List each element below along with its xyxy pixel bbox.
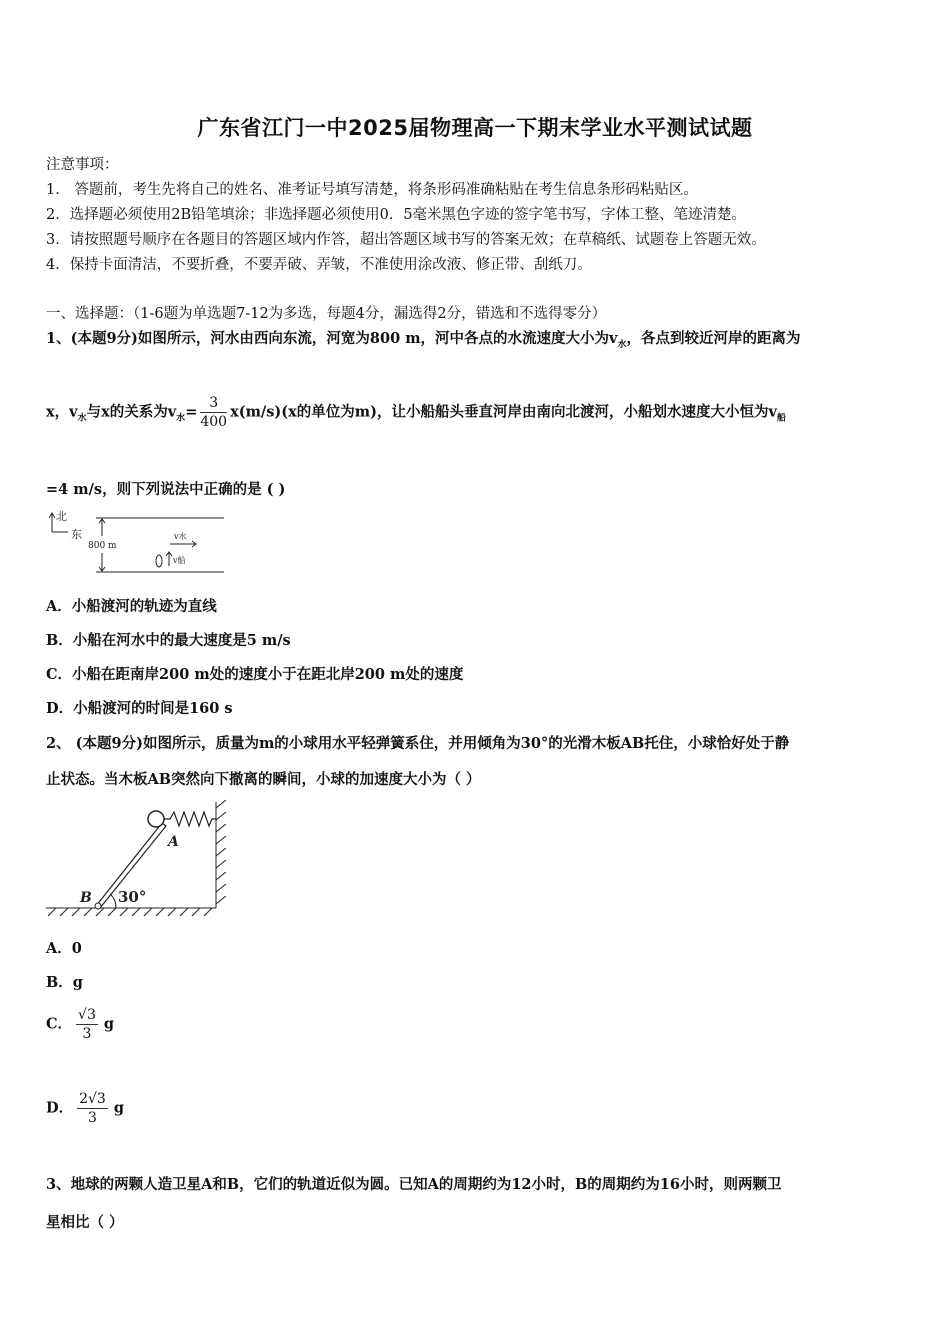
q1-fraction: $\frac{3}{400}$ [200,395,228,430]
spring-icon [164,812,216,826]
q2-option-c-fraction: $\frac{√3}{3}$ [78,1007,96,1042]
q2-stem-line2: 止状态。当木板AB突然向下撤离的瞬间，小球的加速度大小为（ ） [46,771,481,788]
q1-option-d: D．小船渡河的时间是160 s [46,700,233,717]
section-heading: 一、选择题：（1-6题为单选题7-12为多选，每题4分，漏选得2分，错选和不选得零分） [46,306,607,322]
q3-stem-line2: 星相比（ ） [46,1214,124,1231]
q2-option-c: C． $\frac{√3}{3}$ g [46,1007,115,1042]
q2-option-d-fraction: $\frac{2√3}{3}$ [79,1091,106,1126]
q3-stem-line1: 3、地球的两颗人造卫星A和B，它们的轨道近似为圆。已知A的周期约为12小时，B的周期约为16小时，则两颗卫 [46,1176,782,1193]
boat-icon [156,555,162,567]
q1-option-a: A．小船渡河的轨迹为直线 [46,598,217,615]
label-b: B [80,890,92,906]
ball-icon [148,811,164,827]
q1-option-c: C．小船在距南岸200 m处的速度小于在距北岸200 m处的速度 [46,666,464,683]
notice-item: 1． 答题前，考生先将自己的姓名、准考证号填写清楚，将条形码准确粘贴在考生信息条形码粘贴区。 [46,182,698,198]
angle-label: 30° [118,888,147,906]
river-width-label: 800 m [88,541,117,551]
q1-stem-line3: =4 m/s，则下列说法中正确的是 ( ) [46,481,286,498]
notice-item: 4．保持卡面清洁，不要折叠，不要弄破、弄皱，不准使用涂改液、修正带、刮纸刀。 [46,257,592,273]
q2-option-a: A．0 [46,940,82,957]
q1-river-figure [46,508,226,578]
wall-hatching [216,800,226,908]
q2-incline-figure [44,796,239,918]
page-title: 广东省江门一中2025届物理高一下期末学业水平测试试题 [197,116,753,140]
q2-option-b: B．g [46,974,83,991]
boat-velocity-arrow-icon [166,552,172,566]
q2-stem-line1: 2、 (本题9分)如图所示，质量为m的小球用水平轻弹簧系住，并用倾角为30°的光滑木板AB托住，小球恰好处于静 [46,735,790,752]
label-a: A [168,834,179,850]
east-label: 东 [71,528,82,541]
notice-item: 3．请按照题号顺序在各题目的答题区域内作答，超出答题区域书写的答案无效；在草稿纸、试题卷上答题无效。 [46,232,766,248]
q1-option-b: B．小船在河水中的最大速度是5 m/s [46,632,291,649]
water-velocity-arrow-icon [170,541,196,547]
ground-hatching [46,908,216,916]
water-velocity-label: v水 [174,532,187,541]
north-label: 北 [56,510,67,523]
angle-arc [110,894,116,908]
q2-option-d: D． $\frac{2√3}{3}$ g [46,1091,124,1126]
q1-stem-line2: x，$v_水$与x的关系为$v_水=$ $\frac{3}{400}$ x(m/s)(x的单位为m)，让小船船头垂直河岸由南向北渡河，小船划水速度大小恒为$v_船$ [46,395,786,430]
boat-velocity-label: v船 [173,556,186,565]
hinge-icon [95,903,101,909]
notice-heading: 注意事项： [46,157,119,173]
q1-stem-line1: 1、(本题9分)如图所示，河水由西向东流，河宽为800 m，河中各点的水流速度大小为$v_水$，各点到较近河岸的距离为 [46,330,801,350]
notice-item: 2．选择题必须使用2B铅笔填涂；非选择题必须使用0．5毫米黑色字迹的签字笔书写，字体工整、笔迹清楚。 [46,207,747,223]
